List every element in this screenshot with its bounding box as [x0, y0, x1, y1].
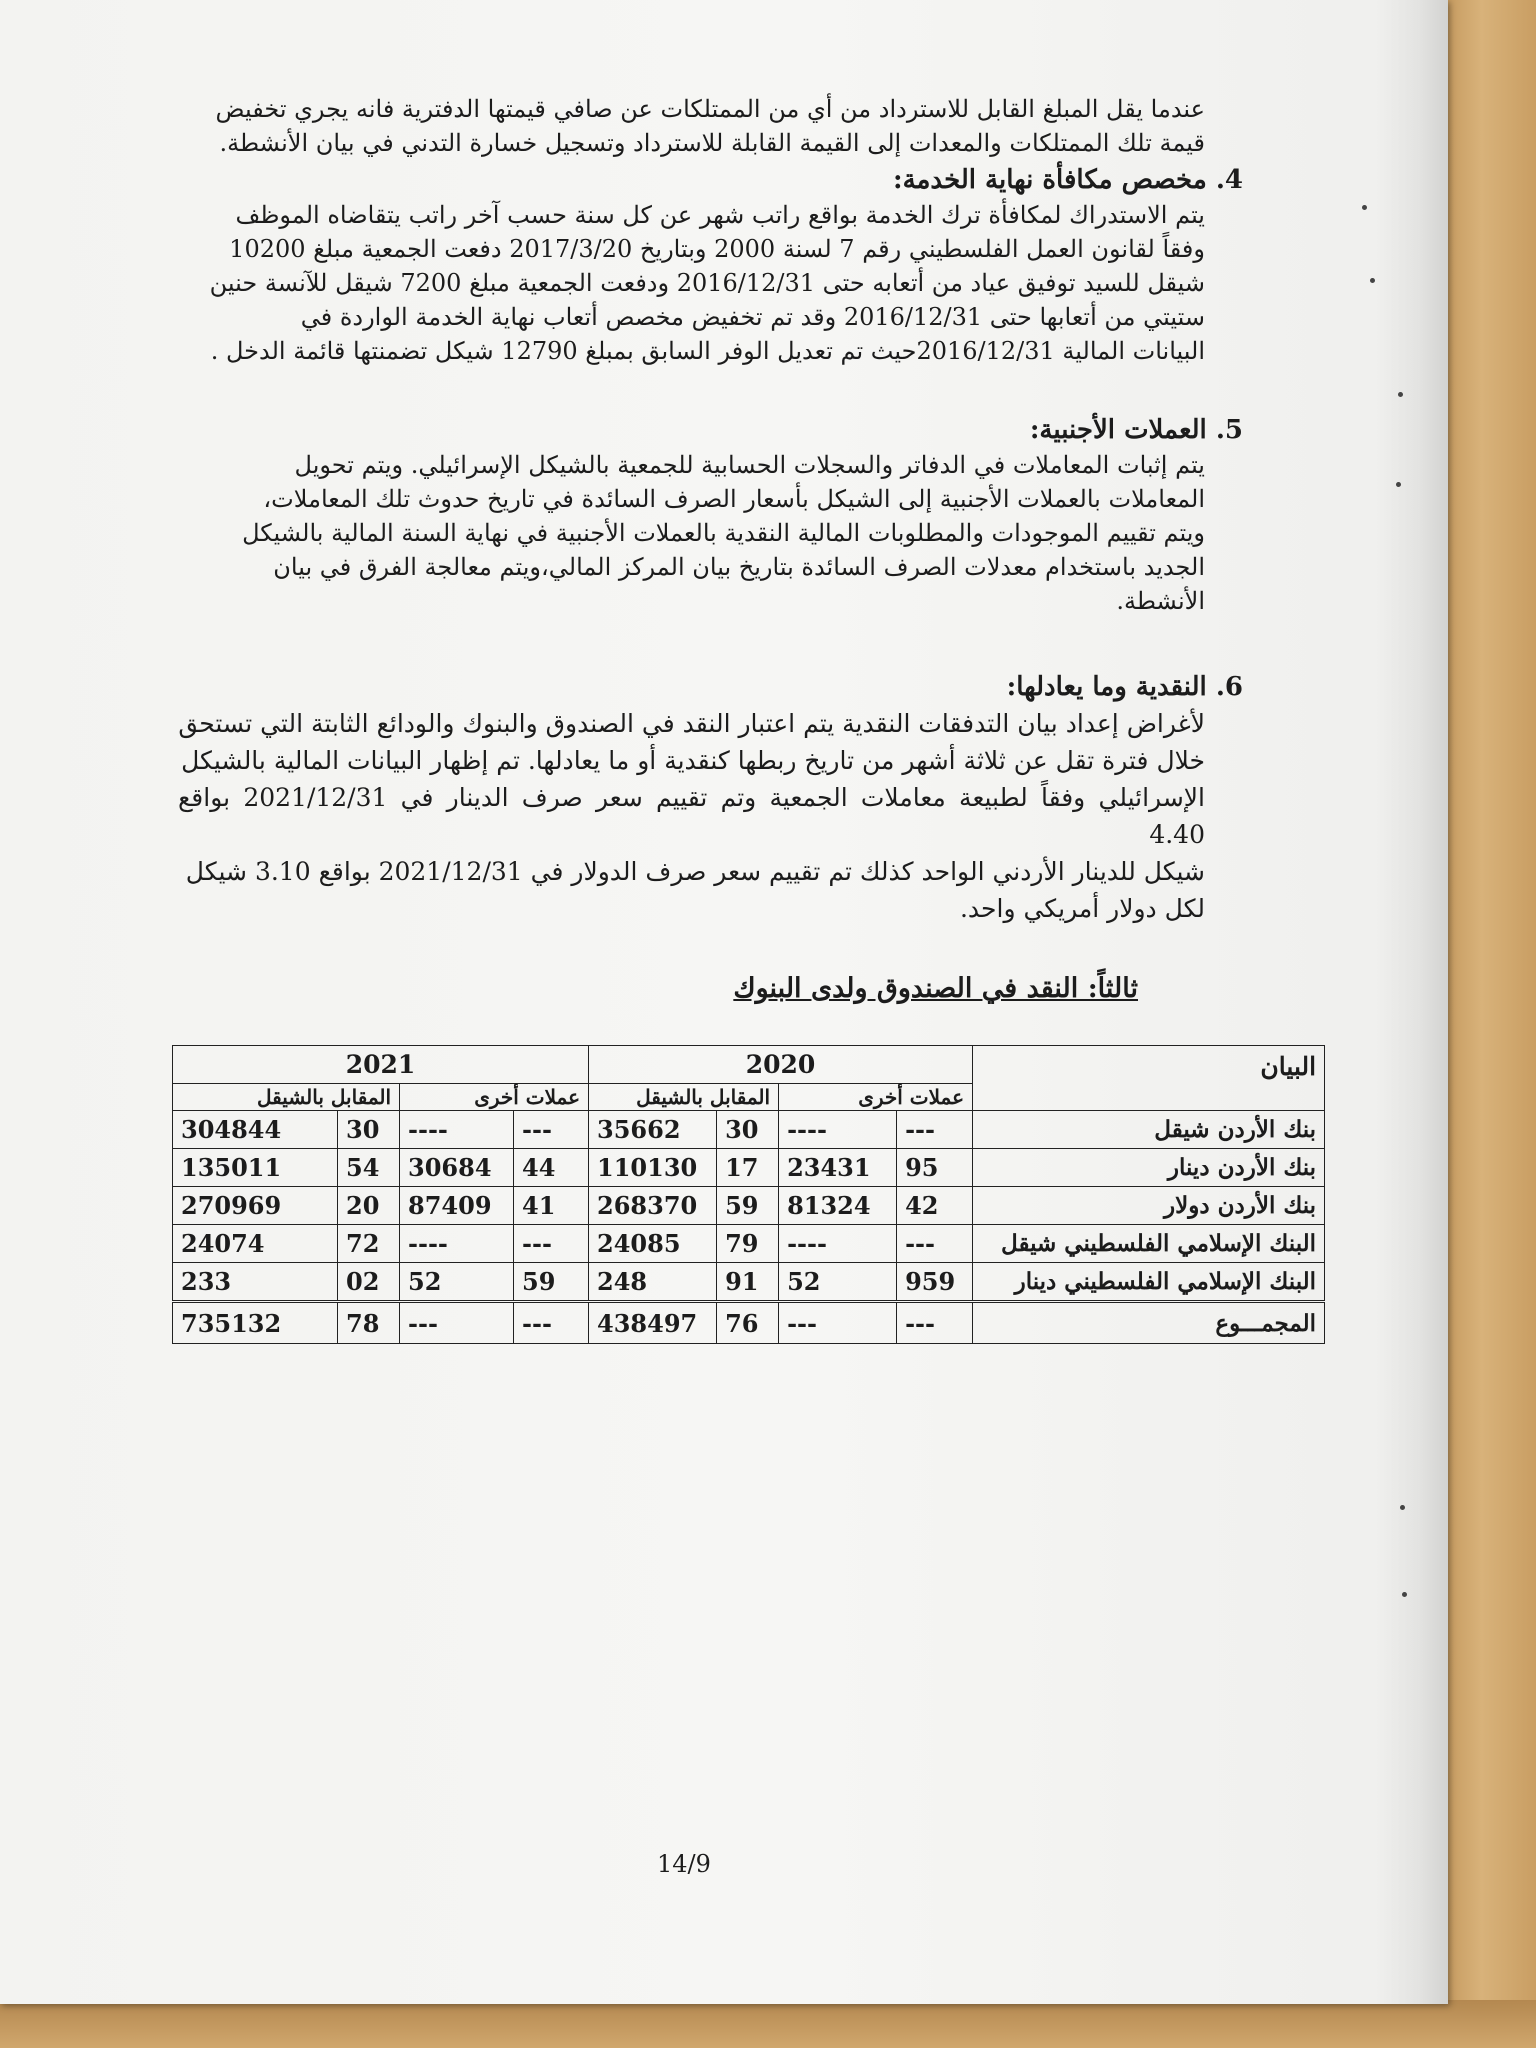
- cell: 81324: [779, 1187, 897, 1225]
- cell: 87409: [400, 1187, 514, 1225]
- cell: ---: [514, 1111, 589, 1149]
- cell: 268370: [589, 1187, 717, 1225]
- section-5-line: يتم إثبات المعاملات في الدفاتر والسجلات الحسابية للجمعية بالشيكل الإسرائيلي. ويتم تحويل: [294, 451, 1205, 479]
- cell: 02: [338, 1263, 400, 1302]
- row-label: بنك الأردن دولار: [973, 1187, 1325, 1225]
- desk-surface-bottom: [0, 2000, 1536, 2048]
- table-row: [173, 1111, 1325, 1149]
- row-label: البنك الإسلامي الفلسطيني شيقل: [973, 1225, 1325, 1263]
- cell: ---: [897, 1225, 973, 1263]
- total-row: [173, 1302, 1325, 1344]
- margin-speck: [1398, 392, 1403, 397]
- cell: 270969: [173, 1187, 338, 1225]
- cell: 24074: [173, 1225, 338, 1263]
- other-currencies-2020-header: عملات أخرى: [779, 1084, 973, 1111]
- section-4-number: 4.: [1215, 165, 1243, 195]
- year-2021-header: 2021: [173, 1046, 589, 1084]
- row-label: بنك الأردن شيقل: [973, 1111, 1325, 1149]
- section-6-paragraph: [178, 705, 1205, 927]
- cell: ----: [400, 1225, 514, 1263]
- cell: ---: [400, 1302, 514, 1344]
- year-2020-header: 2020: [589, 1046, 973, 1084]
- cell: 76: [717, 1302, 779, 1344]
- cell: 59: [717, 1187, 779, 1225]
- row-label: البنك الإسلامي الفلسطيني دينار: [973, 1263, 1325, 1302]
- cell: ----: [779, 1225, 897, 1263]
- intro-line: قيمة تلك الممتلكات والمعدات إلى القيمة القابلة للاسترداد وتسجيل خسارة التدني في بيان الأنشطة.: [219, 129, 1205, 157]
- section-4-line: شيقل للسيد توفيق عياد من أتعابه حتى 2016/12/31 ودفعت الجمعية مبلغ 7200 شيقل للآنسة حنين: [209, 269, 1205, 297]
- cell: 135011: [173, 1149, 338, 1187]
- shekel-equivalent-2021-header: المقابل بالشيقل: [173, 1084, 400, 1111]
- row-label: بنك الأردن دينار: [973, 1149, 1325, 1187]
- shekel-equivalent-2020-header: المقابل بالشيقل: [589, 1084, 779, 1111]
- section-6-line: الإسرائيلي وفقاً لطبيعة معاملات الجمعية وتم تقييم سعر صرف الدينار في 2021/12/31 بواقع 4.40: [178, 783, 1205, 849]
- section-4-line: ستيتي من أتعابها حتى 2016/12/31 وقد تم تخفيض مخصص أتعاب نهاية الخدمة الواردة في: [300, 303, 1205, 331]
- section-5-title: العملات الأجنبية:: [1029, 415, 1207, 445]
- total-label: المجمـــوع: [973, 1302, 1325, 1344]
- page-shadow-edge: [1375, 0, 1448, 2004]
- section-6-line: لكل دولار أمريكي واحد.: [959, 894, 1205, 923]
- cell: 52: [400, 1263, 514, 1302]
- cell: ---: [779, 1302, 897, 1344]
- section-5-line: الأنشطة.: [1116, 587, 1205, 615]
- cell: ---: [514, 1302, 589, 1344]
- desk-surface-right: [1445, 0, 1536, 2048]
- cell: 110130: [589, 1149, 717, 1187]
- cell: 72: [338, 1225, 400, 1263]
- cell: 304844: [173, 1111, 338, 1149]
- cell: 78: [338, 1302, 400, 1344]
- cell: 24085: [589, 1225, 717, 1263]
- cell: 91: [717, 1263, 779, 1302]
- cell: 735132: [173, 1302, 338, 1344]
- cell: 54: [338, 1149, 400, 1187]
- section-4-line: وفقاً لقانون العمل الفلسطيني رقم 7 لسنة 2000 وبتاريخ 2017/3/20 دفعت الجمعية مبلغ 10200: [229, 235, 1205, 263]
- cell: 20: [338, 1187, 400, 1225]
- cell: 30: [717, 1111, 779, 1149]
- cell: 30: [338, 1111, 400, 1149]
- section-4-line: البيانات المالية 2016/12/31حيث تم تعديل الوفر السابق بمبلغ 12790 شيكل تضمنتها قائمة الدخل .: [210, 337, 1205, 365]
- cash-banks-table: [172, 1045, 1325, 1344]
- section-4-line: يتم الاستدراك لمكافأة ترك الخدمة بواقع راتب شهر عن كل سنة حسب آخر راتب يتقاضاه الموظف: [235, 201, 1205, 229]
- cash-section-title: ثالثاً: النقد في الصندوق ولدى البنوك: [733, 973, 1138, 1004]
- table-row: [173, 1187, 1325, 1225]
- section-6-number: 6.: [1215, 672, 1243, 702]
- other-currencies-2021-header: عملات أخرى: [400, 1084, 589, 1111]
- cell: 95: [897, 1149, 973, 1187]
- section-5-number: 5.: [1215, 415, 1243, 445]
- section-5-heading: [1030, 415, 1243, 445]
- intro-paragraph: [200, 92, 1205, 160]
- section-5-line: الجديد باستخدام معدلات الصرف السائدة بتاريخ بيان المركز المالي،ويتم معالجة الفرق في بيان: [273, 553, 1205, 581]
- intro-line: عندما يقل المبلغ القابل للاسترداد من أي من الممتلكات عن صافي قيمتها الدفترية فانه يجري تخفيض: [215, 95, 1205, 123]
- cell: ----: [779, 1111, 897, 1149]
- cell: 233: [173, 1263, 338, 1302]
- table-row: [173, 1263, 1325, 1302]
- cell: 438497: [589, 1302, 717, 1344]
- section-6-line: لأغراض إعداد بيان التدفقات النقدية يتم اعتبار النقد في الصندوق والبنوك والودائع الثابتة التي تستحق: [178, 709, 1205, 738]
- table-header-row: [173, 1046, 1325, 1084]
- section-4-heading: [893, 165, 1243, 195]
- cell: 41: [514, 1187, 589, 1225]
- section-4-title: مخصص مكافأة نهاية الخدمة:: [892, 165, 1207, 195]
- cell: 959: [897, 1263, 973, 1302]
- cell: 35662: [589, 1111, 717, 1149]
- cell: ---: [514, 1225, 589, 1263]
- cell: 17: [717, 1149, 779, 1187]
- section-6-heading: [1007, 672, 1243, 702]
- section-6-line: خلال فترة تقل عن ثلاثة أشهر من تاريخ ربطها كنقدية أو ما يعادلها. تم إظهار البيانات المالية بالشيكل: [181, 746, 1205, 775]
- cell: 23431: [779, 1149, 897, 1187]
- cell: ---: [897, 1302, 973, 1344]
- section-5-line: المعاملات بالعملات الأجنبية إلى الشيكل بأسعار الصرف السائدة في تاريخ حدوث تلك المعاملات،: [263, 485, 1205, 513]
- cell: 44: [514, 1149, 589, 1187]
- margin-speck: [1396, 482, 1401, 487]
- cell: ----: [400, 1111, 514, 1149]
- cell: 30684: [400, 1149, 514, 1187]
- table-row: [173, 1225, 1325, 1263]
- section-5-paragraph: [200, 448, 1205, 618]
- cell: 42: [897, 1187, 973, 1225]
- section-5-line: ويتم تقييم الموجودات والمطلوبات المالية النقدية بالعملات الأجنبية في نهاية السنة المالية بالشيكل: [242, 519, 1205, 547]
- table-row: [173, 1149, 1325, 1187]
- cell: 79: [717, 1225, 779, 1263]
- section-4-paragraph: [200, 198, 1205, 368]
- cell: 52: [779, 1263, 897, 1302]
- margin-speck: [1402, 1592, 1407, 1597]
- cell: 59: [514, 1263, 589, 1302]
- margin-speck: [1400, 1505, 1405, 1510]
- label-header: البيان: [973, 1046, 1325, 1111]
- cell: 248: [589, 1263, 717, 1302]
- section-6-line: شيكل للدينار الأردني الواحد كذلك تم تقييم سعر صرف الدولار في 2021/12/31 بواقع 3.10 شيكل: [185, 857, 1205, 886]
- margin-speck: [1362, 205, 1367, 210]
- margin-speck: [1370, 278, 1375, 283]
- page-number: 14/9: [657, 1850, 711, 1878]
- section-6-title: النقدية وما يعادلها:: [1006, 672, 1207, 702]
- cell: ---: [897, 1111, 973, 1149]
